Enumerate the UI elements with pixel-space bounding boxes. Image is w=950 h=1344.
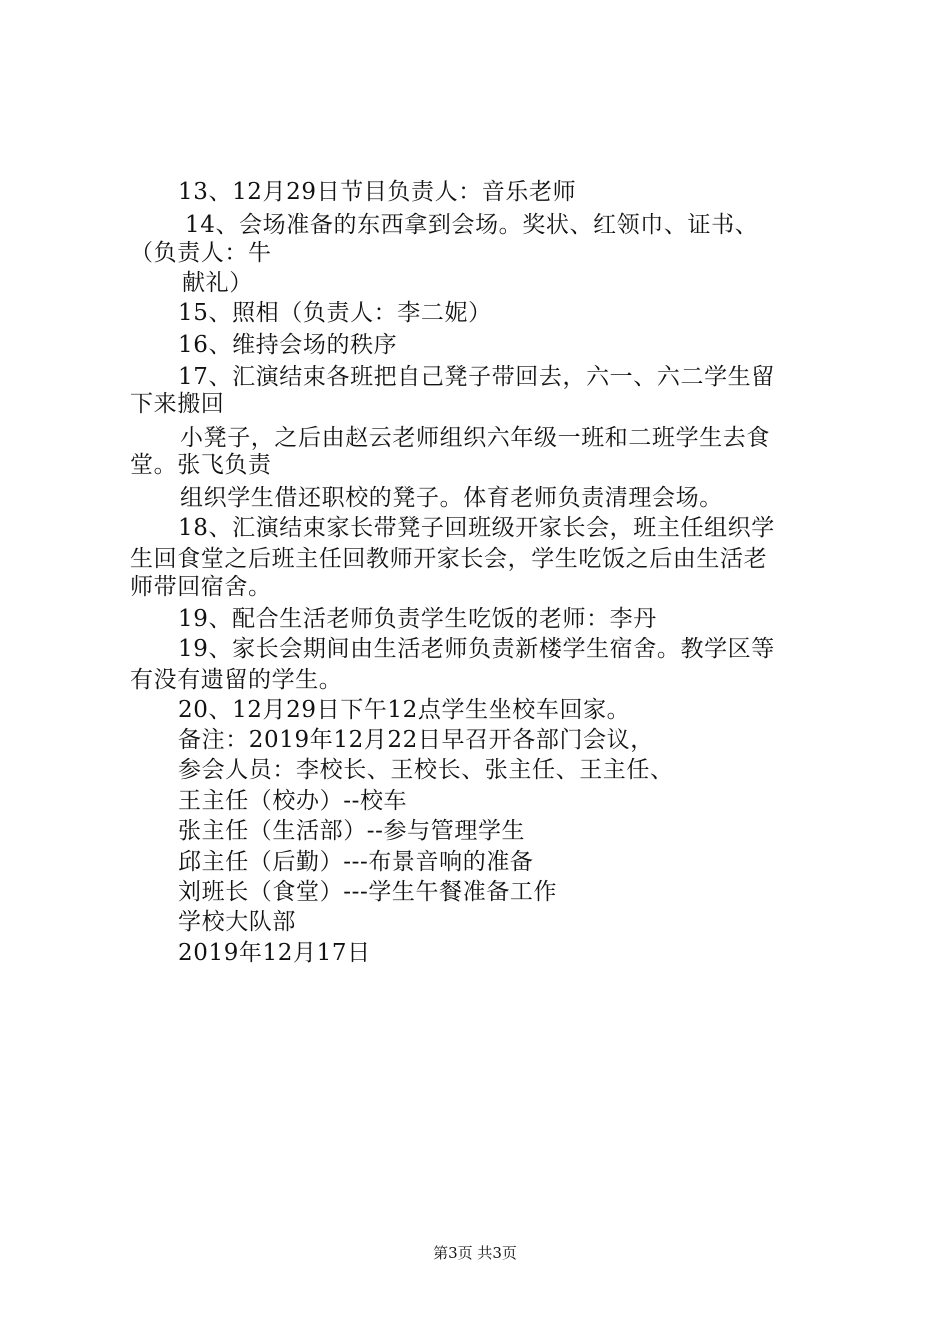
text-line: 有没有遗留的学生。 [130, 667, 343, 693]
text-line: 18、汇演结束家长带凳子回班级开家长会，班主任组织学 [178, 515, 775, 541]
text-line: 王主任（校办）--校车 [178, 788, 408, 814]
text-line: 堂。张飞负责 [130, 452, 272, 478]
text-line: 19、配合生活老师负责学生吃饭的老师：李丹 [178, 606, 657, 632]
text-line: （负责人：牛 [130, 240, 272, 266]
text-line: 师带回宿舍。 [130, 574, 272, 600]
text-line: 17、汇演结束各班把自己凳子带回去，六一、六二学生留 [178, 364, 775, 390]
text-line: 参会人员：李校长、王校长、张主任、王主任、 [178, 757, 674, 783]
text-line: 邱主任（后勤）---布景音响的准备 [178, 849, 534, 875]
text-line: 下来搬回 [130, 391, 225, 417]
text-line: 献礼） [182, 270, 253, 296]
text-line: 15、照相（负责人：李二妮） [178, 300, 492, 326]
text-line: 13、12月29日节目负责人：音乐老师 [178, 179, 577, 205]
text-line: 2019年12月17日 [178, 940, 371, 966]
text-line: 小凳子，之后由赵云老师组织六年级一班和二班学生去食 [180, 425, 770, 451]
text-line: 20、12月29日下午12点学生坐校车回家。 [178, 697, 631, 723]
text-line: 16、维持会场的秩序 [178, 332, 398, 358]
text-line: 19、家长会期间由生活老师负责新楼学生宿舍。教学区等 [178, 636, 775, 662]
page-number-footer: 第3页 共3页 [433, 1244, 517, 1262]
text-line: 刘班长（食堂）---学生午餐准备工作 [178, 879, 558, 905]
text-line: 14、会场准备的东西拿到会场。奖状、红领巾、证书、 [185, 212, 759, 238]
text-line: 学校大队部 [178, 909, 296, 935]
text-line: 组织学生借还职校的凳子。体育老师负责清理会场。 [180, 485, 723, 511]
text-line: 张主任（生活部）--参与管理学生 [178, 818, 526, 844]
text-line: 备注：2019年12月22日早召开各部门会议， [178, 727, 654, 753]
text-line: 生回食堂之后班主任回教师开家长会，学生吃饭之后由生活老 [130, 546, 768, 572]
